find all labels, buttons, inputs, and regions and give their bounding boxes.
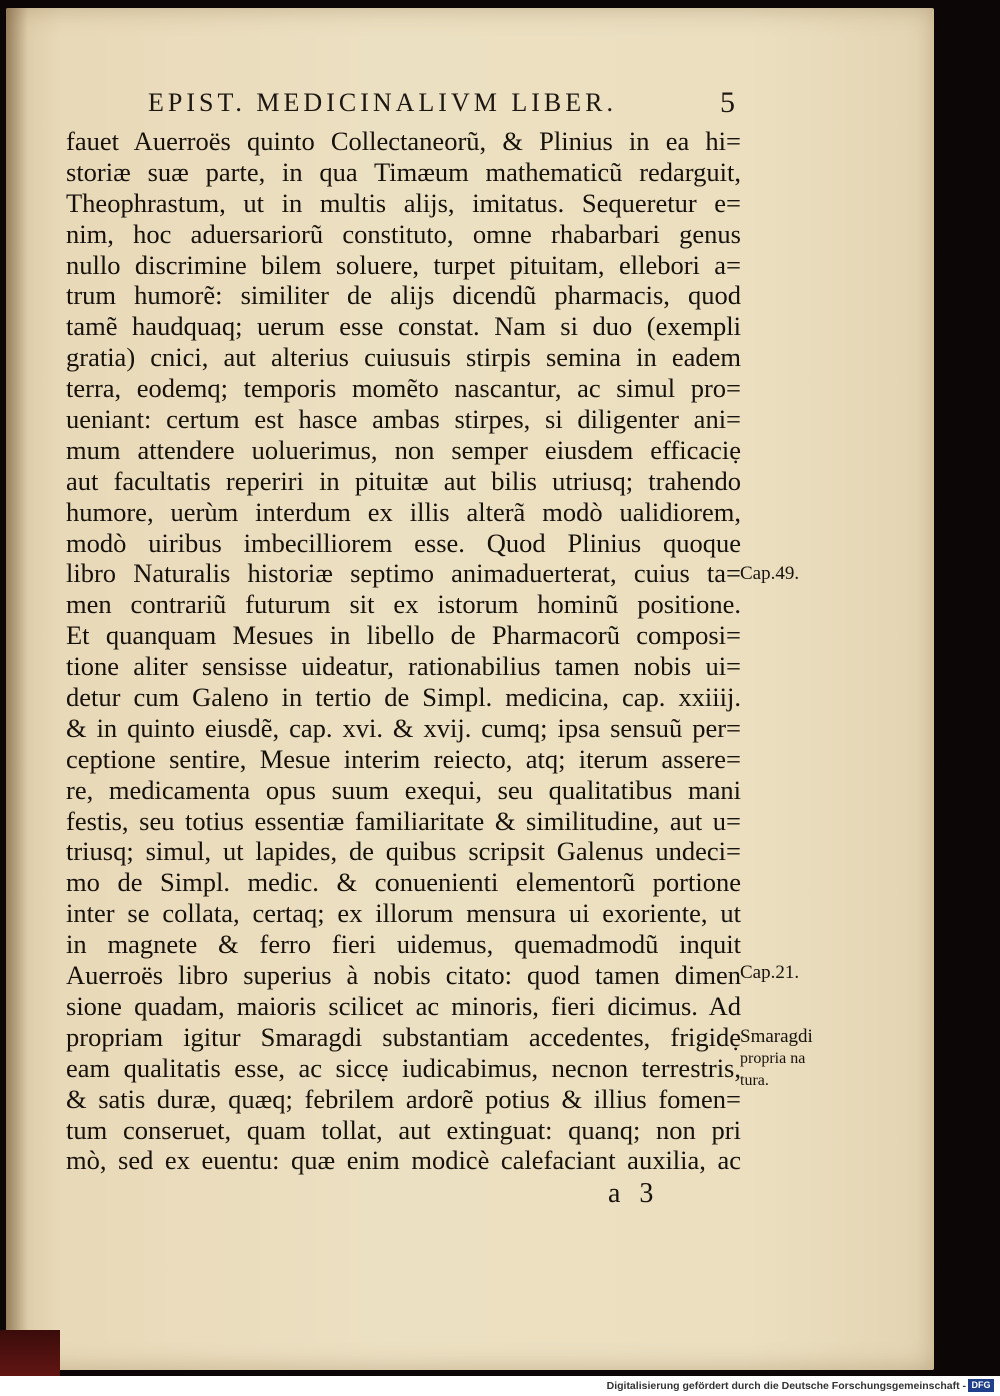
funding-credit: Digitalisierung gefördert durch die Deutsche Forschungsgemeinschaft -: [606, 1380, 966, 1392]
text-line: ueniant: certum est hasce ambas stirpes, si diligenter ani=: [66, 404, 741, 435]
text-line: modò uiribus imbecilliorem esse. Quod Plinius quoque: [66, 527, 741, 558]
text-line: aut facultatis reperiri in pituitæ aut bilis utriusq; trahendo: [66, 465, 741, 496]
book-cover-edge: [0, 1330, 60, 1376]
text-line: propriam igitur Smaragdi substantiam accedentes, frigidẹ: [66, 1021, 741, 1052]
text-line: gratia) cnici, aut alterius cuiusuis stirpis semina in eadem: [66, 342, 741, 373]
text-line: & satis duræ, quæq; febrilem ardorẽ potius & illius fomen=: [66, 1083, 741, 1114]
text-line: libro Naturalis historiæ septimo animaduerterat, cuius ta=: [66, 558, 741, 589]
text-line: detur cum Galeno in tertio de Simpl. medicina, cap. xxiiij.: [66, 682, 741, 713]
text-line: men contrariũ futurum sit ex istorum hominũ positione.: [66, 589, 741, 620]
text-line: & in quinto eiusdẽ, cap. xvi. & xvij. cumq; ipsa sensuũ per=: [66, 712, 741, 743]
text-line: Theophrastum, ut in multis alijs, imitatus. Sequeretur e=: [66, 187, 741, 218]
folio-number: 5: [720, 86, 735, 119]
text-line: mò, sed ex euentu: quæ enim modicè calefaciant auxilia, ac: [66, 1145, 741, 1176]
text-line: humore, uerùm interdum ex illis alterã modò ualidiorem,: [66, 496, 741, 527]
text-line: sione quadam, maioris scilicet ac minoris, fieri dicimus. Ad: [66, 990, 741, 1021]
marginal-note-cap-49: Cap.49.: [740, 563, 800, 584]
text-line: Et quanquam Mesues in libello de Pharmacorũ composi=: [66, 620, 741, 651]
text-line: tamẽ haudquaq; uerum esse constat. Nam si duo (exempli: [66, 311, 741, 342]
text-line: tum conseruet, quam tollat, aut extinguat: quanq; non pri: [66, 1114, 741, 1145]
marginal-note-line: propria na: [740, 1050, 806, 1067]
text-line: fauet Auerroës quinto Collectaneorũ, & Plinius in ea hi=: [66, 126, 741, 156]
text-line: Auerroës libro superius à nobis citato: quod tamen dimen: [66, 960, 741, 991]
marginal-note-cap-21: Cap.21.: [740, 962, 800, 983]
text-line: mum attendere uoluerimus, non semper eiusdem efficaciẹ: [66, 434, 741, 465]
marginal-note-line: tura.: [740, 1072, 769, 1089]
text-line: triusq; simul, ut lapides, de quibus scripsit Galenus undeci=: [66, 836, 741, 867]
text-line: in magnete & ferro fieri uidemus, quemadmodũ inquit: [66, 929, 741, 960]
text-line: nim, hoc aduersariorũ constituto, omne rhabarbari genus: [66, 218, 741, 249]
text-line: storiæ suæ parte, in qua Timæum mathematicũ redarguit,: [66, 156, 741, 187]
text-line: tione aliter sensisse uideatur, rationabilius tamen nobis ui=: [66, 651, 741, 682]
text-line: mo de Simpl. medic. & conuenienti elementorũ portione: [66, 867, 741, 898]
text-line: inter se collata, certaq; ex illorum mensura ui exoriente, ut: [66, 898, 741, 929]
text-line: trum humorẽ: similiter de alijs dicendũ pharmacis, quod: [66, 280, 741, 311]
text-block: [66, 126, 741, 1176]
text-line: festis, seu totius essentiæ familiaritate & similitudine, aut u=: [66, 805, 741, 836]
marginal-note-smaragdi: [740, 1026, 813, 1092]
running-head: EPIST. MEDICINALIVM LIBER.: [148, 88, 617, 117]
text-line: terra, eodemq; temporis momẽto nascantur, ac simul pro=: [66, 373, 741, 404]
text-line: nullo discrimine bilem soluere, turpet pituitam, ellebori a=: [66, 249, 741, 280]
marginal-note-line: Smaragdi: [740, 1026, 813, 1047]
text-line: re, medicamenta opus suum exequi, seu qualitatibus mani: [66, 774, 741, 805]
text-line: ceptione sentire, Mesue interim reiecto, atq; iterum assere=: [66, 743, 741, 774]
signature-mark: a 3: [608, 1178, 660, 1209]
dfg-logo: DFG: [968, 1379, 994, 1392]
text-line: eam qualitatis esse, ac siccẹ iudicabimus, necnon terrestris,: [66, 1052, 741, 1083]
